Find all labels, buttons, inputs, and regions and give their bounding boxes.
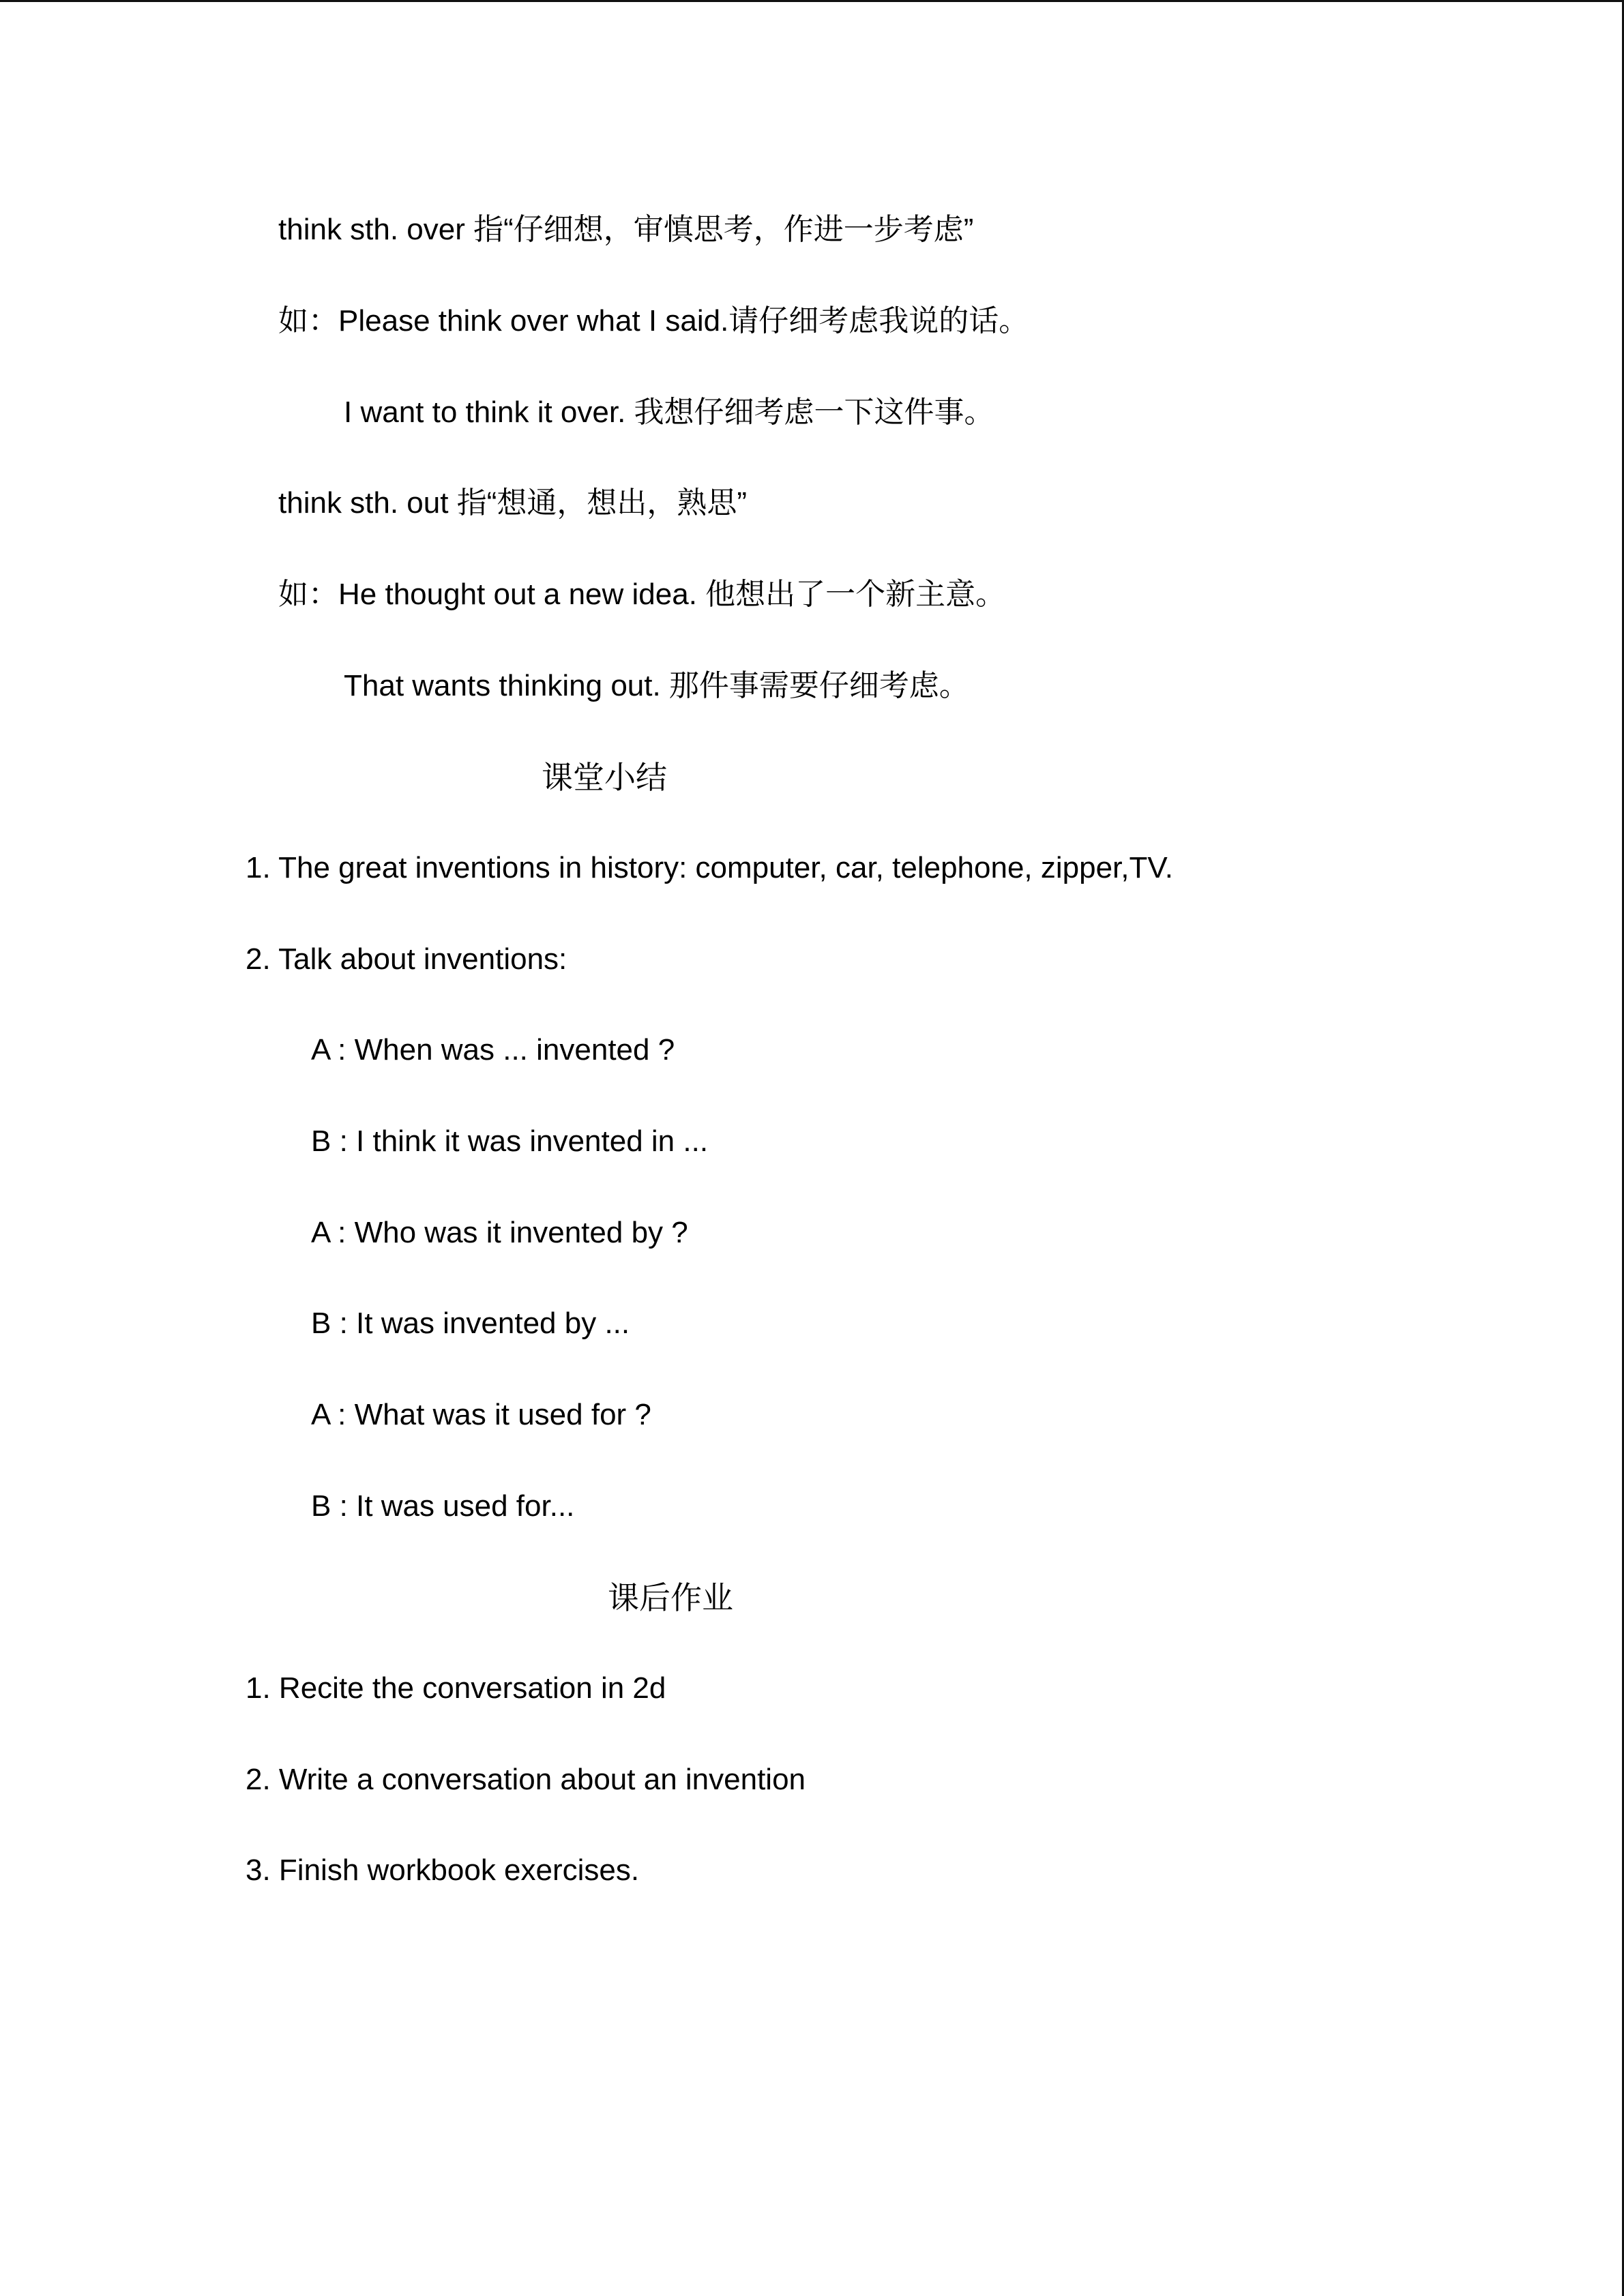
phrase-example-1: 如：Please think over what I said.请仔细考虑我说的话。 [278,304,1029,338]
homework-heading: 课后作业 [608,1579,733,1616]
summary-item-2: 2. Talk about inventions: [246,942,567,976]
summary-heading: 课堂小结 [542,759,667,796]
homework-item-3: 3. Finish workbook exercises. [246,1853,640,1887]
dialogue-line: A : What was it used for ? [311,1398,651,1431]
dialogue-line: A : When was ... invented ? [311,1033,675,1067]
dialogue-line: B : It was used for... [311,1489,575,1523]
homework-item-1: 1. Recite the conversation in 2d [246,1671,666,1705]
summary-item-1: 1. The great inventions in history: computer, car, telephone, zipper,TV. [246,851,1173,884]
phrase-definition-think-out: think sth. out 指“想通，想出，熟思” [278,486,748,520]
phrase-definition-think-over: think sth. over 指“仔细想，审慎思考，作进一步考虑” [278,213,974,246]
phrase-example-3: 如：He thought out a new idea. 他想出了一个新主意。 [278,578,1006,611]
homework-item-2: 2. Write a conversation about an invention [246,1763,806,1796]
dialogue-line: B : I think it was invented in ... [311,1124,709,1158]
dialogue-line: B : It was invented by ... [311,1307,630,1340]
dialogue-line: A : Who was it invented by ? [311,1216,688,1249]
phrase-example-2: I want to think it over. 我想仔细考虑一下这件事。 [344,396,994,429]
phrase-example-4: That wants thinking out. 那件事需要仔细考虑。 [344,669,969,702]
